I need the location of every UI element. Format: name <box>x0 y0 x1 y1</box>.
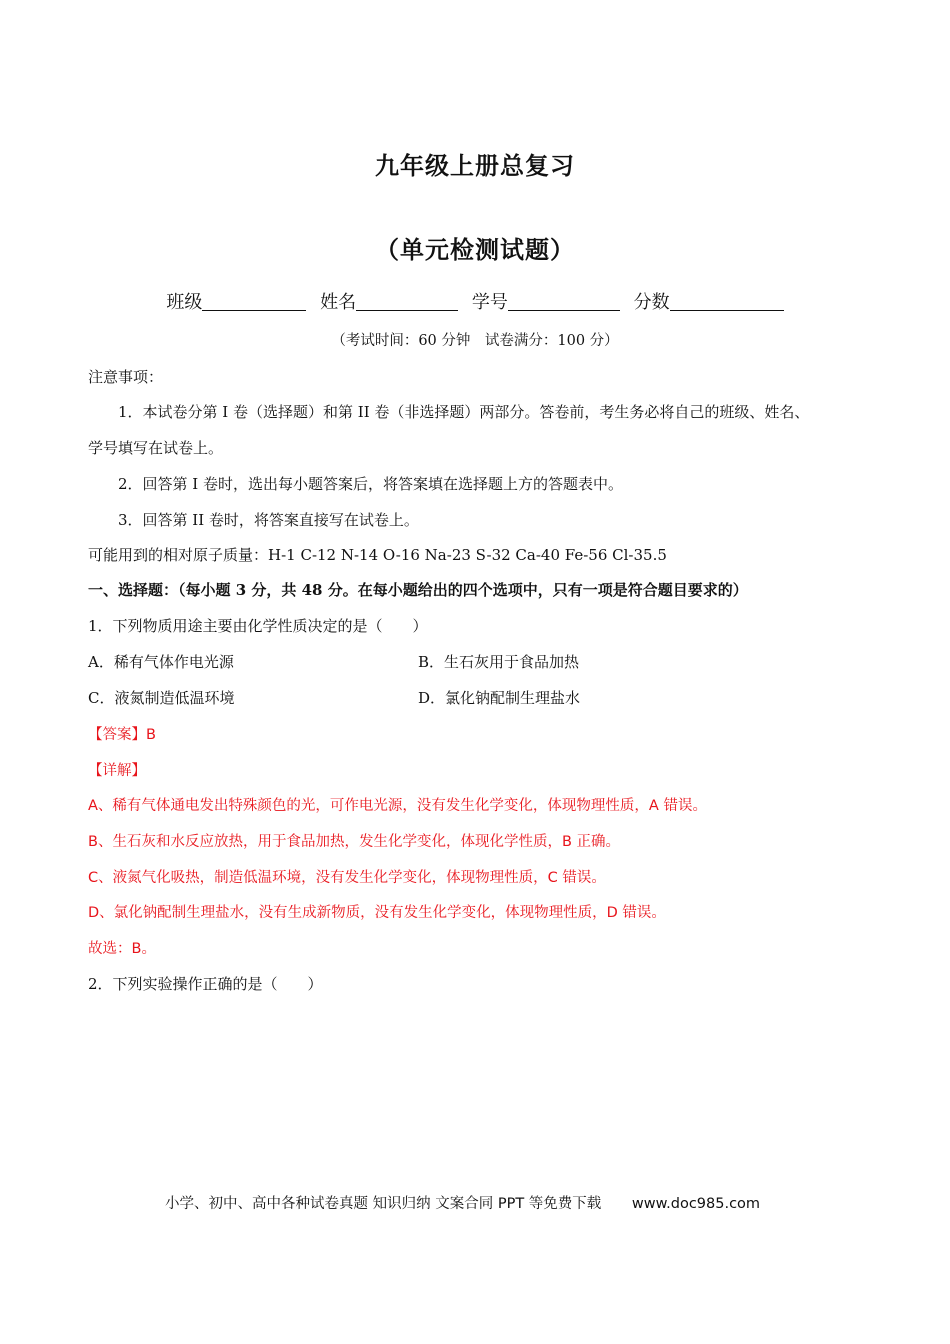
page-footer <box>165 1192 760 1213</box>
page-title: 九年级上册总复习 <box>375 151 575 180</box>
footer-url-link[interactable]: www.doc985.com <box>631 1196 761 1212</box>
class-field <box>166 292 306 313</box>
notice-item-1-cont: 学号填写在试卷上。 <box>88 439 224 457</box>
option-a: A．稀有气体作电光源 <box>88 653 234 671</box>
option-d: D．氯化钠配制生理盐水 <box>418 689 581 707</box>
notice-item-3: 3．回答第 II 卷时，将答案直接写在试卷上。 <box>118 511 419 529</box>
atomic-masses: 可能用到的相对原子质量：H-1 C-12 N-14 O-16 Na-23 S-32 Ca-40 Fe-56 Cl-35.5 <box>88 546 667 564</box>
id-label: 学号 <box>471 292 508 313</box>
id-field <box>472 292 620 313</box>
name-label: 姓名 <box>320 292 357 313</box>
answer-label: 【答案】B <box>88 727 156 743</box>
footer-text: 小学、初中、高中各种试卷真题 知识归纳 文案合同 PPT 等免费下载 <box>165 1196 602 1212</box>
explanation-c: C、液氮气化吸热，制造低温环境，没有发生化学变化，体现物理性质，C 错误。 <box>88 870 606 886</box>
exam-note: （考试时间：60 分钟 试卷满分：100 分） <box>331 333 619 349</box>
score-field <box>634 292 784 313</box>
class-blank[interactable] <box>202 292 306 311</box>
option-b: B．生石灰用于食品加热 <box>418 653 580 671</box>
notice-item-1: 1．本试卷分第 I 卷（选择题）和第 II 卷（非选择题）两部分。答卷前，考生务必将自己的班级、姓名、 <box>118 403 810 421</box>
option-c: C．液氮制造低温环境 <box>88 689 235 707</box>
page-subtitle: （单元检测试题） <box>375 235 575 264</box>
notice-heading: 注意事项： <box>88 368 164 386</box>
name-field <box>320 292 458 313</box>
explanation-b: B、生石灰和水反应放热，用于食品加热，发生化学变化，体现化学性质，B 正确。 <box>88 834 621 850</box>
question-2-stem: 2．下列实验操作正确的是（ ） <box>88 975 323 993</box>
id-blank[interactable] <box>508 292 620 311</box>
explanation-d: D、氯化钠配制生理盐水，没有生成新物质，没有发生化学变化，体现物理性质，D 错误。 <box>88 905 666 921</box>
score-label: 分数 <box>633 292 670 313</box>
section-heading: 一、选择题：（每小题 3 分，共 48 分。在每小题给出的四个选项中，只有一项是符合题目要求的） <box>88 581 748 599</box>
detail-label: 【详解】 <box>88 763 146 779</box>
class-label: 班级 <box>166 292 203 313</box>
name-blank[interactable] <box>356 292 458 311</box>
conclusion: 故选：B。 <box>88 941 156 957</box>
explanation-a: A、稀有气体通电发出特殊颜色的光，可作电光源，没有发生化学变化，体现物理性质，A 错误。 <box>88 798 707 814</box>
notice-item-2: 2．回答第 I 卷时，选出每小题答案后，将答案填在选择题上方的答题表中。 <box>118 475 624 493</box>
student-info-line <box>0 288 950 314</box>
question-1-stem: 1．下列物质用途主要由化学性质决定的是（ ） <box>88 617 428 635</box>
score-blank[interactable] <box>670 292 784 311</box>
